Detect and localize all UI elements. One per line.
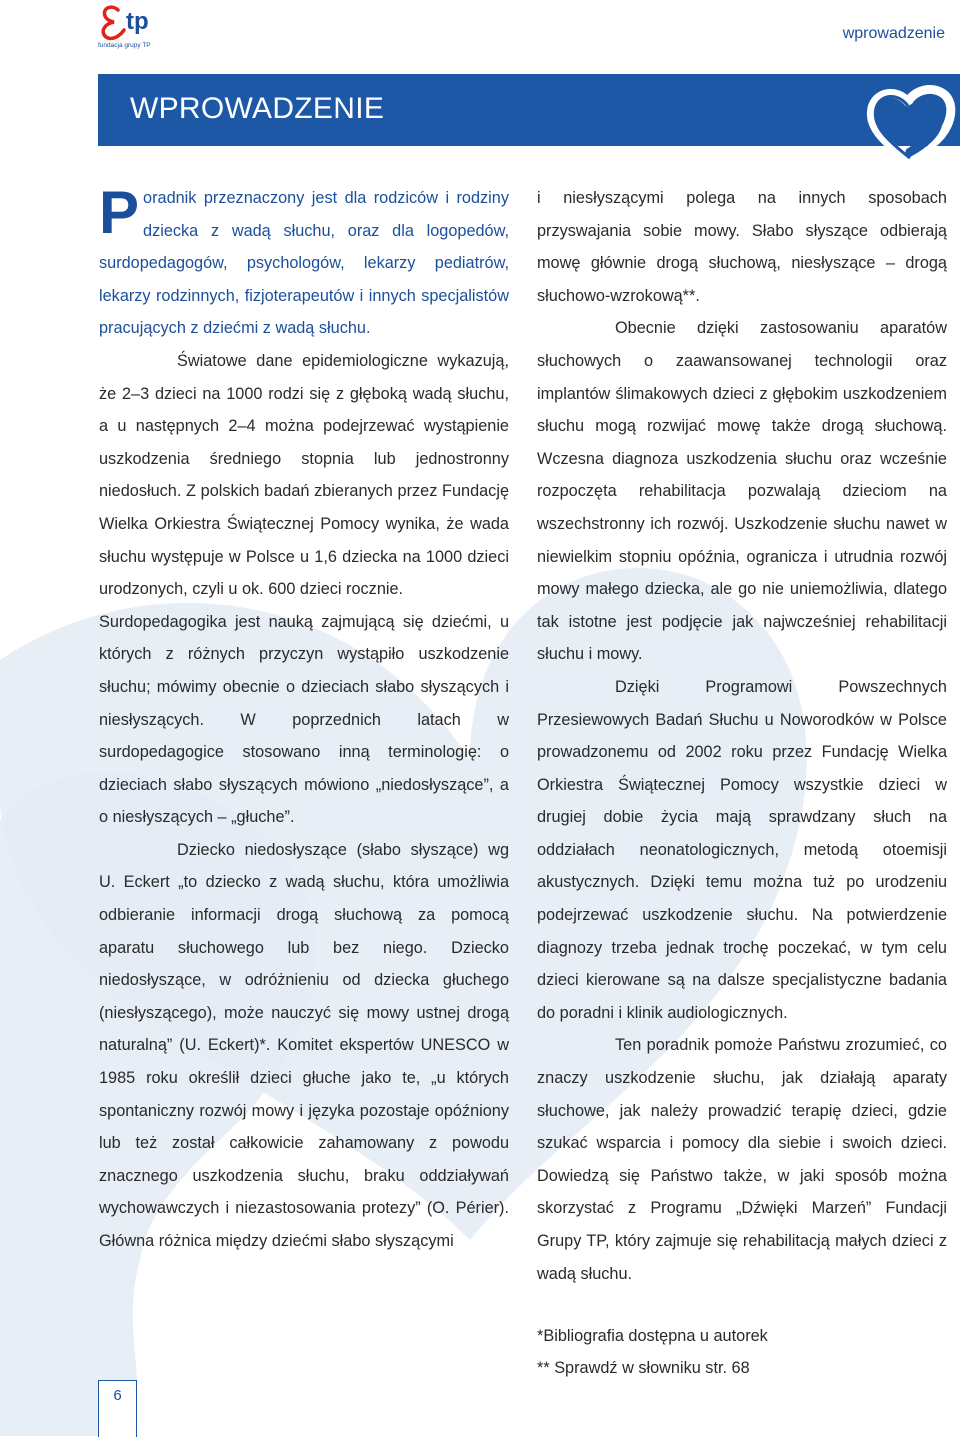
- left-column: [99, 179, 509, 1258]
- dropcap-letter: P: [99, 179, 140, 246]
- page-number: 6: [113, 1387, 122, 1404]
- foundation-logo: [96, 4, 166, 50]
- logo-brand-text: tp: [126, 8, 149, 35]
- paragraph-technology: Obecnie dzięki zastosowaniu aparatów słuchowych o zaawansowanej technologii oraz implantów ślimakowych dzieci z głębokim uszkodzeniem słuchu mogą rozwijać mowę także drogą słuchową. Wczesna diagnoza uszkodzenia słuchu oraz wcześnie rozpoczęta rehabilitacja pozwalają dzieciom na wszechstronny ich rozwój. Uszkodzenie słuchu nawet w niewielkim stopniu opóźnia, ogranicza i utrudnia rozwój mowy małego dziecka, ale go nie uniemożliwia, dlatego tak istotne jest podjęcie jak najwcześniej rehabilitacji słuchu i mowy.: [537, 319, 947, 664]
- page-title: WPROWADZENIE: [130, 92, 385, 125]
- title-banner: [98, 74, 960, 146]
- paragraph-screening-program: Dzięki Programowi Powszechnych Przesiewowych Badań Słuchu u Noworodków w Polsce prowadzonemu od 2002 roku przez Fundację Wielka Orkiestra Świątecznej Pomocy wszystkie dzieci w drugiej dobie życia mają sprawdzany słuch na oddziałach neonatologicznych, metodą otoemisji akustycznych. Dzięki temu można tuż po urodzeniu podejrzewać uszkodzenie słuchu. Na potwierdzenie diagnozy trzeba jednak trochę poczekać, w tym celu dzieci kierowane są na dalsze specjalistyczne badania do poradni i klinik audiologicznych.: [537, 677, 947, 1022]
- logo-subtitle: fundacja grupy TP: [98, 42, 151, 49]
- paragraph-epidemiology: Światowe dane epidemiologiczne wykazują, że 2–3 dzieci na 1000 rodzi się z głęboką wadą słuchu, a u następnych 2–4 można podejrzewać wystąpienie uszkodzenia średniego stopnia lub jednostronny niedosłuch. Z polskich badań zbieranych przez Fundację Wielka Orkiestra Świątecznej Pomocy wynika, że wada słuchu występuje w Polsce u 1,6 dziecka na 1000 dzieci urodzonych, czyli u ok. 600 dzieci rocznie.: [99, 351, 509, 599]
- heart-outline-icon: [862, 82, 958, 166]
- page-number-box: [98, 1380, 137, 1437]
- right-column: [537, 182, 947, 1290]
- footnote-bibliography: *Bibliografia dostępna u autorek: [537, 1327, 768, 1345]
- lead-paragraph: [99, 179, 509, 345]
- paragraph-continuation: i niesłyszącymi polega na innych sposobach przyswajania sobie mowy. Słabo słyszące odbierają mowę głównie drogą słuchową, niesłyszące – drogą słuchowo-wzrokową**.: [537, 189, 947, 305]
- paragraph-definition: Dziecko niedosłyszące (słabo słyszące) wg U. Eckert „to dziecko z wadą słuchu, która umożliwia odbieranie informacji drogą słuchową za pomocą aparatu słuchowego lub bez niego. Dziecko niedosłyszące, w odróżnieniu od dziecka głuchego (niesłyszącego), może nauczyć się mowy ustnej drogą naturalną” (U. Eckert)*. Komitet ekspertów UNESCO w 1985 roku określił dzieci głuche jako te, „u których spontaniczny rozwój mowy i języka pozostaje opóźniony lub też został całkowicie zahamowany z powodu znacznego uszkodzenia słuchu, braku oddziaływań wychowawczych i niezastosowania protezy” (O. Périer). Główna różnica między dziećmi słabo słyszącymi: [99, 840, 509, 1250]
- section-label: wprowadzenie: [842, 25, 945, 42]
- paragraph-guide-purpose: Ten poradnik pomoże Państwu zrozumieć, co znaczy uszkodzenie słuchu, jak działają aparaty słuchowe, jak należy prowadzić terapię dzieci, gdzie szukać wsparcia i pomocy dla siebie i swoich dzieci. Dowiedzą się Państwo także, w jaki sposób można skorzystać z Programu „Dźwięki Marzeń” Fundacji Grupy TP, który zajmuje się rehabilitacją małych dzieci z wadą słuchu.: [537, 1036, 947, 1283]
- lead-text: oradnik przeznaczony jest dla rodziców i rodziny dziecka z wadą słuchu, oraz dla logopedów, surdopedagogów, psychologów, lekarzy pediatrów, lekarzy rodzinnych, fizjoterapeutów i innych specjalistów pracujących z dziećmi z wadą słuchu.: [99, 189, 509, 338]
- footnote-glossary: ** Sprawdź w słowniku str. 68: [537, 1359, 750, 1377]
- paragraph-surdopedagogy: Surdopedagogika jest nauką zajmującą się dziećmi, u których z różnych przyczyn wystąpiło uszkodzenie słuchu; mówimy obecnie o dzieciach słabo słyszących i niesłyszących. W poprzednich latach w surdopedagogice stosowano inną terminologię: o dzieciach słabo słyszących mówiono „niedosłyszące”, a o niesłyszących – „głuche”.: [99, 612, 509, 827]
- footnotes: [537, 1320, 947, 1384]
